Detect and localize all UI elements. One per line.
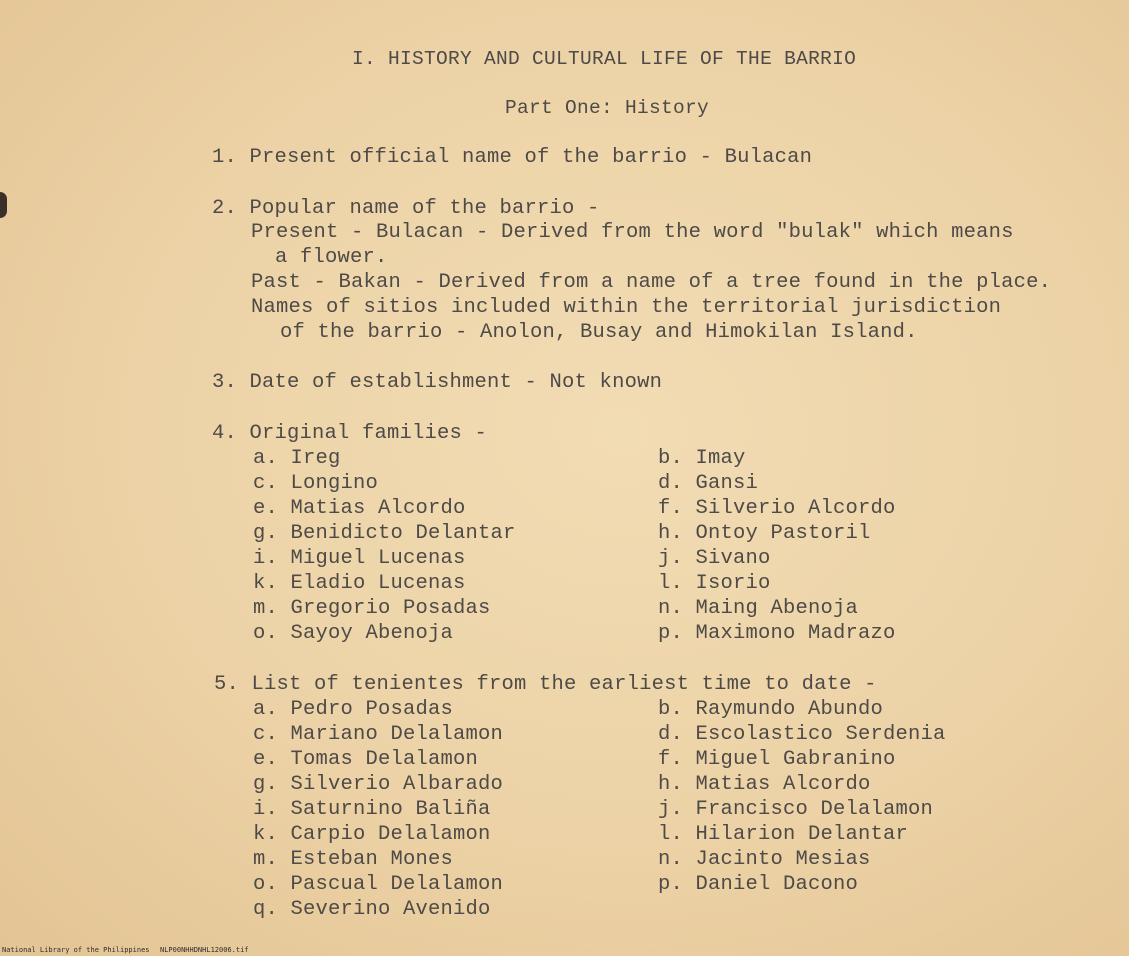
page-subtitle: Part One: History [505, 97, 710, 119]
teniente-entry: e. Tomas Delalamon [253, 748, 479, 771]
family-entry: g. Benidicto Delantar [253, 522, 516, 545]
teniente-entry: d. Escolastico Serdenia [658, 723, 946, 746]
teniente-entry: p. Daniel Dacono [658, 873, 859, 896]
family-entry: f. Silverio Alcordo [658, 497, 896, 520]
item-2-line: of the barrio - Anolon, Busay and Himokilan Island. [280, 321, 918, 344]
item-5-heading: 5. List of tenientes from the earliest time to date - [214, 673, 877, 696]
item-4-heading: 4. Original families - [212, 422, 488, 445]
page-title: I. HISTORY AND CULTURAL LIFE OF THE BARRIO [352, 48, 857, 70]
item-2-line: Present - Bulacan - Derived from the word "bulak" which means [251, 221, 1014, 244]
teniente-entry: g. Silverio Albarado [253, 773, 504, 796]
binding-mark [0, 192, 7, 218]
family-entry: l. Isorio [658, 572, 771, 595]
family-entry: i. Miguel Lucenas [253, 547, 466, 570]
teniente-entry: f. Miguel Gabranino [658, 748, 896, 771]
teniente-entry: i. Saturnino Baliña [253, 798, 491, 821]
footer-library: National Library of the Philippines [2, 946, 150, 954]
family-entry: m. Gregorio Posadas [253, 597, 491, 620]
family-entry: d. Gansi [658, 472, 759, 495]
teniente-entry: h. Matias Alcordo [658, 773, 871, 796]
family-entry: c. Longino [253, 472, 379, 495]
item-2-line: Past - Bakan - Derived from a name of a tree found in the place. [251, 271, 1052, 294]
family-entry: b. Imay [658, 447, 746, 470]
teniente-entry: b. Raymundo Abundo [658, 698, 884, 721]
footer-filename: NLP00NHHDNHL12006.tif [160, 946, 249, 954]
family-entry: j. Sivano [658, 547, 771, 570]
teniente-entry: m. Esteban Mones [253, 848, 454, 871]
family-entry: k. Eladio Lucenas [253, 572, 466, 595]
teniente-entry: l. Hilarion Delantar [658, 823, 909, 846]
family-entry: p. Maximono Madrazo [658, 622, 896, 645]
item-2-line: a flower. [275, 246, 388, 269]
teniente-entry: j. Francisco Delalamon [658, 798, 934, 821]
family-entry: n. Maing Abenoja [658, 597, 859, 620]
family-entry: a. Ireg [253, 447, 341, 470]
item-1: 1. Present official name of the barrio - Bulacan [212, 146, 813, 169]
teniente-entry: k. Carpio Delalamon [253, 823, 491, 846]
item-2-line: Names of sitios included within the territorial jurisdiction [251, 296, 1002, 319]
teniente-entry: c. Mariano Delalamon [253, 723, 504, 746]
family-entry: o. Sayoy Abenoja [253, 622, 454, 645]
teniente-entry: o. Pascual Delalamon [253, 873, 504, 896]
family-entry: e. Matias Alcordo [253, 497, 466, 520]
teniente-entry: n. Jacinto Mesias [658, 848, 871, 871]
teniente-entry: a. Pedro Posadas [253, 698, 454, 721]
item-2-heading: 2. Popular name of the barrio - [212, 197, 600, 220]
family-entry: h. Ontoy Pastoril [658, 522, 871, 545]
item-3: 3. Date of establishment - Not known [212, 371, 663, 394]
teniente-entry: q. Severino Avenido [253, 898, 491, 921]
